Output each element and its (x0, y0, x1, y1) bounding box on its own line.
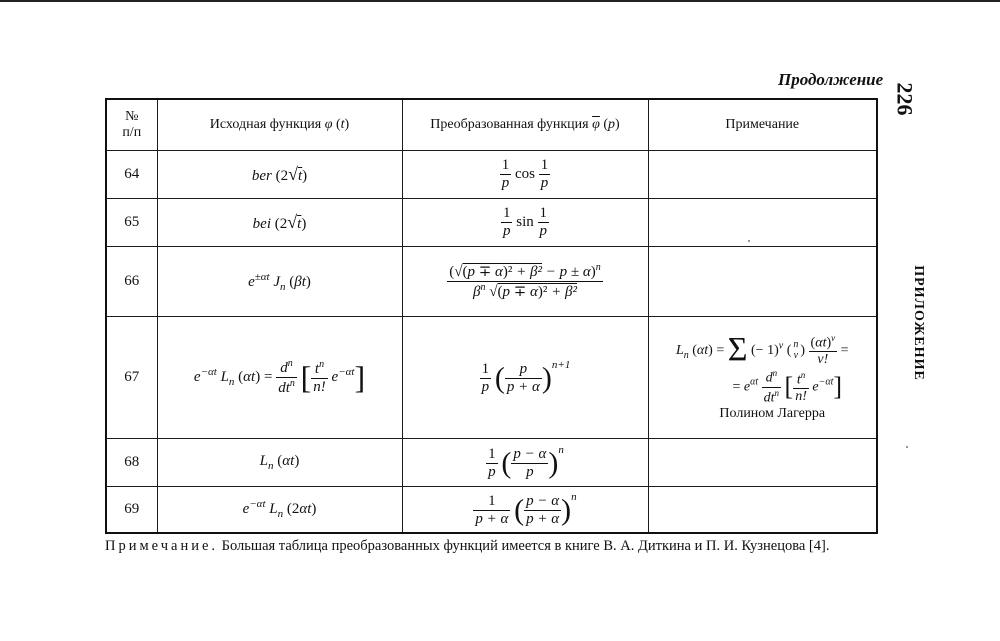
source-formula: bei (2√t) (157, 199, 402, 247)
header-remark: Примечание (648, 99, 877, 151)
continuation-label: Продолжение (778, 70, 884, 89)
laplace-transform-table (105, 98, 878, 534)
row-number: 64 (106, 151, 157, 199)
table-row (106, 247, 877, 317)
remark-cell (648, 151, 877, 199)
laguerre-rodrigues: = $e^{\alpha t}$ $\frac{d^n}{dt^n}$ [ $\frac{t^n}{n!}$ $e^{-\alpha t}$] (732, 368, 843, 406)
laguerre-definition: $L_n$ (αt) = Σ (− 1)$^\nu$ ( n ν ) $\frac{(\alpha t)^\nu}{\nu!}$ = (675, 331, 849, 369)
row-number: 67 (106, 317, 157, 439)
table-row (106, 487, 877, 533)
side-section-label: ПРИЛОЖЕНИЕ (910, 265, 926, 381)
header-number: № п/п (106, 99, 157, 151)
remark-cell (648, 247, 877, 317)
remark-cell (648, 317, 877, 439)
source-formula: ber (2√t) (157, 151, 402, 199)
page-top-border (0, 0, 1000, 2)
remark-cell (648, 199, 877, 247)
remark-cell (648, 487, 877, 533)
row-number: 66 (106, 247, 157, 317)
table-row (106, 317, 877, 439)
transformed-formula: $\frac{1}{p}$ cos $\frac{1}{p}$ (402, 151, 648, 199)
footnote-lead: Примечание. (105, 538, 219, 554)
transformed-formula: $\frac{1}{p}$ sin $\frac{1}{p}$ (402, 199, 648, 247)
row-number: 68 (106, 439, 157, 487)
row-number: 65 (106, 199, 157, 247)
source-formula: $e^{-\alpha t}$ $L_n$ (αt) = $\frac{d^n}{dt^n}$ [ $\frac{t^n}{n!}$ $e^{-\alpha t}$] (157, 317, 402, 439)
source-formula: $L_n$ (αt) (157, 439, 402, 487)
transformed-formula: $\frac{1}{p}$ ( $\frac{p}{p + \alpha}$ )$^{n+1}$ (402, 317, 648, 439)
footnote-text: Большая таблица преобразованных функций имеется в книге В. А. Диткина и П. И. Кузнецова [4]. (221, 538, 830, 554)
remark-cell (648, 439, 877, 487)
header-source-function: Исходная функция φ (t) (157, 99, 402, 151)
table-row (106, 439, 877, 487)
table-row (106, 151, 877, 199)
header-transformed-function: Преобразованная функция $\overline{\varphi}$ (p) (402, 99, 648, 151)
transformed-formula: $\frac{1}{p}$ ( $\frac{p - \alpha}{p}$ )$^n$ (402, 439, 648, 487)
transformed-formula: $\frac{(√(p \mp \alpha)^2 + \beta^2 - p \pm \alpha)^n}{\beta^n √(p \mp \alpha)^2 + \beta^2}$ (402, 247, 648, 317)
page-number: 226 (892, 82, 918, 116)
table-header-row (106, 99, 877, 151)
footnote (105, 537, 887, 555)
row-number: 69 (106, 487, 157, 533)
source-formula: $e^{\pm\alpha t}$ $J_n$ (βt) (157, 247, 402, 317)
scan-speck (906, 446, 908, 448)
table-row (106, 199, 877, 247)
source-formula: $e^{-\alpha t}$ $L_n$ (2αt) (157, 487, 402, 533)
transformed-formula: $\frac{1}{p + \alpha}$ ( $\frac{p - \alpha}{p + \alpha}$ )$^n$ (402, 487, 648, 533)
laguerre-caption: Полином Лагерра (719, 406, 826, 422)
